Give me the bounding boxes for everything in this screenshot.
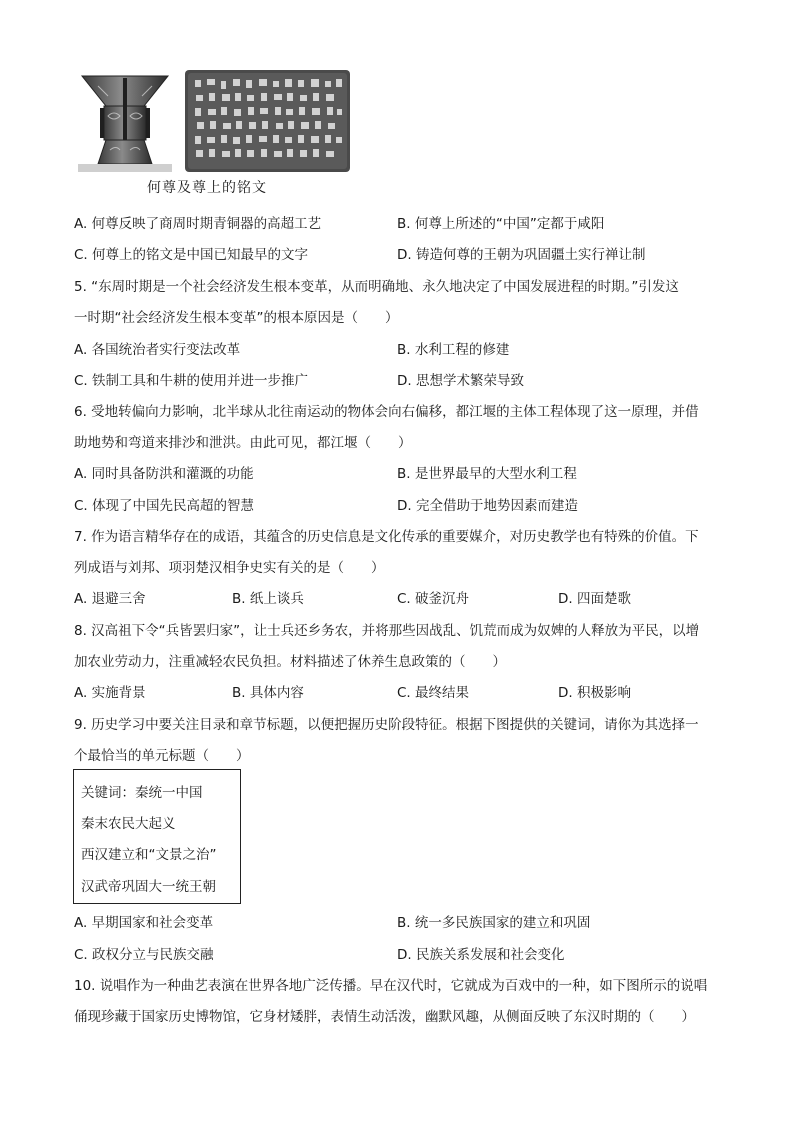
q4-option-d[interactable]: D. 铸造何尊的王朝为巩固疆土实行禅让制 — [397, 247, 646, 263]
q8-option-b[interactable]: B. 具体内容 — [232, 685, 304, 701]
q9-stem-line-2: 个最恰当的单元标题（ ） — [74, 748, 250, 764]
keyword-line: 秦末农民大起义 — [81, 816, 176, 832]
q7-option-d[interactable]: D. 四面楚歌 — [558, 591, 631, 607]
keyword-line: 关键词：秦统一中国 — [81, 785, 203, 801]
q8-option-d[interactable]: D. 积极影响 — [558, 685, 631, 701]
q6-stem-line-1: 6. 受地转偏向力影响，北半球从北往南运动的物体会向右偏移，都江堰的主体工程体现了这一原理，并借 — [74, 404, 699, 420]
q9-option-b[interactable]: B. 统一多民族国家的建立和巩固 — [397, 915, 591, 931]
q4-option-b[interactable]: B. 何尊上所述的“中国”定都于咸阳 — [397, 216, 605, 232]
q4-option-a[interactable]: A. 何尊反映了商周时期青铜器的高超工艺 — [74, 216, 322, 232]
keyword-box — [73, 769, 241, 904]
q6-option-a[interactable]: A. 同时具备防洪和灌溉的功能 — [74, 466, 254, 482]
q5-stem-line-2: 一时期“社会经济发生根本变革”的根本原因是（ ） — [74, 310, 399, 326]
q8-option-c[interactable]: C. 最终结果 — [397, 685, 470, 701]
keyword-line: 西汉建立和“文景之治” — [81, 847, 217, 863]
figure-caption: 何尊及尊上的铭文 — [147, 180, 267, 196]
q10-stem-line-1: 10. 说唱作为一种曲艺表演在世界各地广泛传播。早在汉代时，它就成为百戏中的一种，如下图所示的说唱 — [74, 978, 708, 994]
q5-option-c[interactable]: C. 铁制工具和牛耕的使用并进一步推广 — [74, 373, 309, 389]
q7-option-c[interactable]: C. 破釜沉舟 — [397, 591, 470, 607]
inscription-rubbing-image — [185, 70, 350, 172]
q6-option-d[interactable]: D. 完全借助于地势因素而建造 — [397, 498, 578, 514]
q5-stem-line-1: 5. “东周时期是一个社会经济发生根本变革，从而明确地、永久地决定了中国发展进程的时期。”引发这 — [74, 279, 679, 295]
q8-stem-line-1: 8. 汉高祖下令“兵皆罢归家”，让士兵还乡务农，并将那些因战乱、饥荒而成为奴婢的人释放为平民，以增 — [74, 623, 700, 639]
q9-option-c[interactable]: C. 政权分立与民族交融 — [74, 947, 214, 963]
keyword-line: 汉武帝巩固大一统王朝 — [81, 879, 216, 895]
q9-stem-line-1: 9. 历史学习中要关注目录和章节标题，以便把握历史阶段特征。根据下图提供的关键词，请你为其选择一 — [74, 717, 699, 733]
q4-option-c[interactable]: C. 何尊上的铭文是中国已知最早的文字 — [74, 247, 309, 263]
q8-option-a[interactable]: A. 实施背景 — [74, 685, 146, 701]
q9-option-d[interactable]: D. 民族关系发展和社会变化 — [397, 947, 565, 963]
q6-option-c[interactable]: C. 体现了中国先民高超的智慧 — [74, 498, 255, 514]
q7-option-a[interactable]: A. 退避三舍 — [74, 591, 146, 607]
q6-stem-line-2: 助地势和弯道来排沙和泄洪。由此可见，都江堰（ ） — [74, 435, 412, 451]
q10-stem-line-2: 俑现珍藏于国家历史博物馆，它身材矮胖，表情生动活泼，幽默风趣，从侧面反映了东汉时期的（ ） — [74, 1009, 695, 1025]
he-zun-vessel-image — [78, 72, 172, 172]
q8-stem-line-2: 加农业劳动力，注重减轻农民负担。材料描述了休养生息政策的（ ） — [74, 654, 506, 670]
q7-stem-line-1: 7. 作为语言精华存在的成语，其蕴含的历史信息是文化传承的重要媒介，对历史教学也有特殊的价值。下 — [74, 529, 699, 545]
q7-option-b[interactable]: B. 纸上谈兵 — [232, 591, 304, 607]
q7-stem-line-2: 列成语与刘邦、项羽楚汉相争史实有关的是（ ） — [74, 560, 385, 576]
q5-option-a[interactable]: A. 各国统治者实行变法改革 — [74, 342, 241, 358]
q5-option-d[interactable]: D. 思想学术繁荣导致 — [397, 373, 524, 389]
q5-option-b[interactable]: B. 水利工程的修建 — [397, 342, 510, 358]
q6-option-b[interactable]: B. 是世界最早的大型水利工程 — [397, 466, 577, 482]
q9-option-a[interactable]: A. 早期国家和社会变革 — [74, 915, 214, 931]
